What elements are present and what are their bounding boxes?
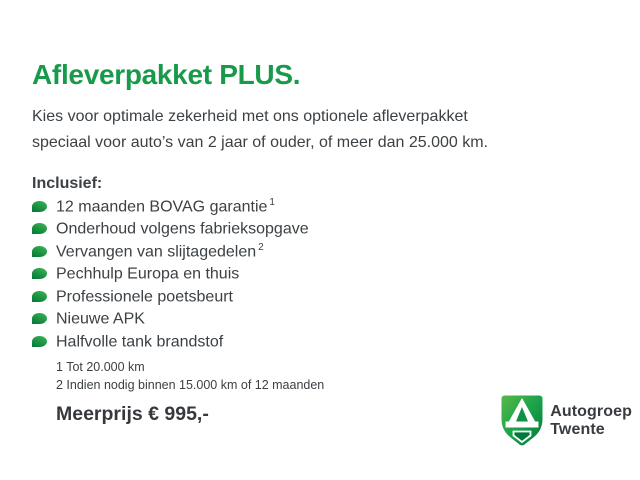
list-item	[32, 195, 640, 218]
leaf-bullet-icon	[32, 268, 47, 279]
list-item	[32, 330, 640, 353]
list-item	[32, 285, 640, 308]
page-root	[32, 58, 640, 445]
logo-text	[550, 403, 632, 438]
page-title: Afleverpakket PLUS.	[32, 59, 301, 90]
leaf-bullet-icon	[32, 246, 47, 257]
leaf-bullet-icon	[32, 201, 47, 212]
list-item-label: Pechhulp Europa en thuis	[56, 265, 240, 283]
footnote-ref: 1	[269, 196, 275, 208]
list-item	[32, 263, 640, 286]
leaf-bullet-icon	[32, 223, 47, 234]
footnote-ref: 2	[258, 241, 264, 253]
leaf-bullet-icon	[32, 313, 47, 324]
list-item	[32, 218, 640, 241]
list-item-label: Professionele poetsbeurt	[56, 287, 233, 305]
logo-name-line1: Autogroep	[550, 403, 632, 420]
list-item-label: 12 maanden BOVAG garantie $^1$	[56, 196, 275, 215]
list-item-label: Halfvolle tank brandstof	[56, 332, 224, 350]
list-item	[32, 240, 640, 263]
intro-line-1: Kies voor optimale zekerheid met ons optionele afleverpakket	[32, 108, 468, 125]
logo-name-line2: Twente	[550, 420, 605, 438]
leaf-bullet-icon	[32, 291, 47, 302]
autogroep-logo	[500, 394, 632, 447]
intro-text	[32, 104, 640, 156]
shield-logo-icon	[500, 394, 544, 447]
benefits-list	[32, 195, 640, 353]
list-item-label: Nieuwe APK	[56, 310, 145, 328]
footnote-1: 1 Tot 20.000 km	[56, 359, 145, 374]
inclusief-heading: Inclusief:	[32, 175, 103, 192]
list-item	[32, 308, 640, 331]
footnote-2: 2 Indien nodig binnen 15.000 km of 12 maanden	[56, 377, 325, 392]
list-item-label: Onderhoud volgens fabrieksopgave	[56, 220, 309, 238]
footnotes	[32, 358, 640, 394]
leaf-bullet-icon	[32, 336, 47, 347]
price-text: Meerprijs € 995,-	[56, 402, 209, 425]
intro-line-2: speciaal voor auto’s van 2 jaar of ouder, of meer dan 25.000 km.	[32, 134, 488, 151]
list-item-label: Vervangen van slijtagedelen $^2$	[56, 241, 264, 260]
